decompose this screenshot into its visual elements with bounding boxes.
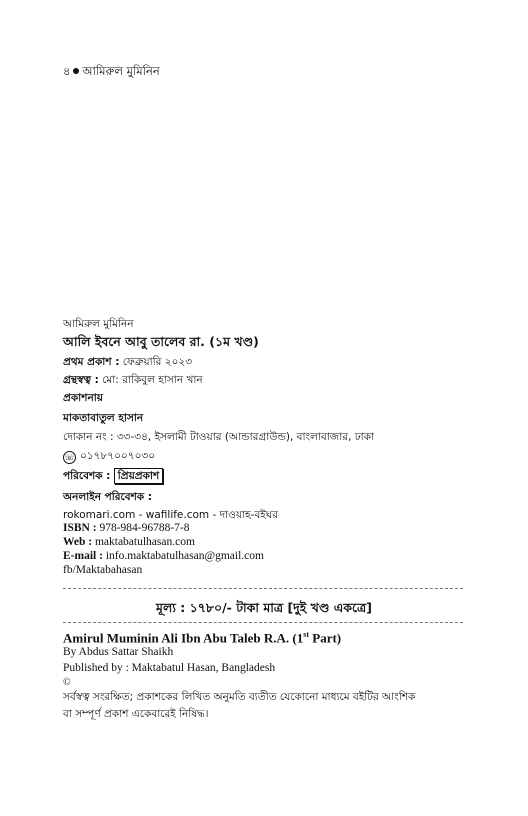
page-header xyxy=(63,63,160,82)
first-edition-label: প্রথম প্রকাশ : xyxy=(63,356,120,368)
phone-number: ০১৭৮৭০০৭০৩০ xyxy=(80,450,156,462)
bullet-icon xyxy=(73,68,79,74)
copyright-label: গ্রন্থস্বত্ব : xyxy=(63,374,99,386)
isbn-value: 978-984-96788-7-8 xyxy=(99,522,190,534)
price-line: মূল্য : ১৭৮০/- টাকা মাত্র [দুই খণ্ড একত্রে] xyxy=(156,600,372,615)
publisher-address: দোকান নং : ৩৩-৩৪, ইসলামী টাওয়ার (আন্ডারগ্রাউন্ড), বাংলাবাজার, ঢাকা xyxy=(63,431,375,443)
phone-icon: ☏ xyxy=(64,453,75,462)
distributor-row xyxy=(63,468,163,486)
web-label: Web : xyxy=(63,536,93,548)
author-line: By Abdus Sattar Shaikh xyxy=(63,646,174,658)
publisher-name: মাকতাবাতুল হাসান xyxy=(63,412,144,424)
email-label: E-mail : xyxy=(63,550,103,562)
rights-notice-line-2: বা সম্পূর্ণ প্রকাশ একেবারেই নিষিদ্ধ। xyxy=(63,708,209,720)
email-value[interactable]: info.maktabatulhasan@gmail.com xyxy=(105,550,264,562)
copyright-value: মো: রাকিবুল হাসান খান xyxy=(102,374,203,386)
online-distributor-label: অনলাইন পরিবেশক : xyxy=(63,491,152,503)
online-distributors: rokomari.com - wafilife.com - দাওয়াহ-বইঘর xyxy=(63,509,279,521)
isbn-row xyxy=(63,522,190,534)
publisher-line: Published by : Maktabatul Hasan, Bangladesh xyxy=(63,662,276,674)
phone-row xyxy=(63,449,155,466)
distributor-label: পরিবেশক : xyxy=(63,470,111,482)
first-edition-row xyxy=(63,355,192,372)
page-number: ৪ xyxy=(63,64,71,78)
facebook-page[interactable]: fb/Maktabahasan xyxy=(63,564,143,576)
email-row xyxy=(63,550,264,562)
book-title: আলি ইবনে আবু তালেব রা. (১ম খণ্ড) xyxy=(63,334,259,349)
publisher-heading: প্রকাশনায় xyxy=(63,392,103,404)
distributor-logo: প্রিয়প্রকাশ xyxy=(114,468,163,484)
web-value[interactable]: maktabatulhasan.com xyxy=(94,536,195,548)
book-name: আমিরুল মুমিনিন xyxy=(63,318,134,330)
english-title-end: Part) xyxy=(309,630,342,646)
divider-top xyxy=(63,588,463,589)
rights-notice-line-1: সর্বস্বত্ব সংরক্ষিত; প্রকাশকের লিখিত অনুমতি ব্যতীত যেকোনো মাধ্যমে বইটির আংশিক xyxy=(63,691,416,703)
first-edition-value: ফেব্রুয়ারি ২০২৩ xyxy=(122,356,193,368)
web-row xyxy=(63,536,195,548)
running-title: আমিরুল মুমিনিন xyxy=(82,64,160,78)
copyright-icon: © xyxy=(63,677,71,688)
divider-bottom xyxy=(63,622,463,623)
copyright-row xyxy=(63,373,203,390)
english-title-sup: st xyxy=(303,630,309,639)
english-title-main: Amirul Muminin Ali Ibn Abu Taleb R.A. (1 xyxy=(63,630,304,646)
isbn-label: ISBN : xyxy=(63,522,97,534)
english-title xyxy=(63,630,341,646)
